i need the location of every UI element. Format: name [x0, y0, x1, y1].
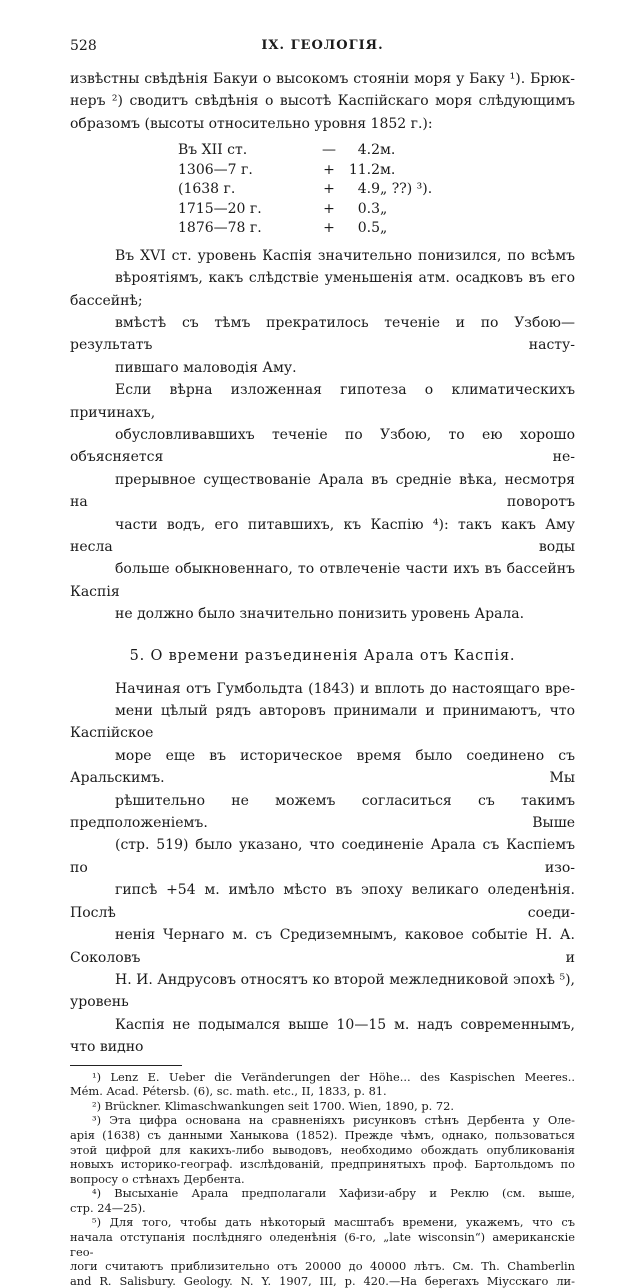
- footnote-line: этой цифрой для какихъ-либо выводовъ, необходимо обождать опубликованія: [70, 1142, 575, 1157]
- period-cell: 1715—20 г.: [178, 200, 262, 217]
- footnote-4: [70, 1186, 575, 1215]
- period-cell: 1876—78 г.: [178, 220, 262, 237]
- paragraph-xvi-century: [70, 245, 575, 379]
- period-cell: Въ XII ст.: [178, 142, 248, 159]
- sign-cell: +: [323, 220, 335, 237]
- text-line: ненія Чернаго м. съ Средиземнымъ, каковое событіе Н. А. Соколовъ и: [70, 927, 575, 966]
- text-line: вѣроятіямъ, какъ слѣдствіе уменьшенія атм. осадковъ въ его бассейнѣ;: [70, 270, 575, 309]
- footnote-line: Mém. Acad. Pétersb. (6), sc. math. etc., II, 1833, p. 81.: [70, 1084, 387, 1099]
- running-title: IX. ГЕОЛОГІЯ.: [261, 38, 384, 53]
- text-line: Начиная отъ Гумбольдта (1843) и вплоть до настоящаго вре-: [115, 680, 575, 697]
- footnote-line: ⁵) Для того, чтобы дать нѣкоторый масштабъ времени, укажемъ, что съ: [92, 1215, 575, 1230]
- table-row: [178, 219, 432, 239]
- text-line: Въ XVI ст. уровень Каспія значительно понизился, по всѣмъ: [115, 247, 575, 264]
- table-row: [178, 200, 432, 220]
- value-cell: 0.5: [357, 220, 380, 237]
- intro-paragraph: [70, 68, 575, 135]
- footnote-line: новыхъ историко-географ. изслѣдованій, предпринятыхъ проф. Бартольдомъ по: [70, 1157, 575, 1172]
- table-row: [178, 161, 432, 181]
- unit-cell: „ ??) ³).: [380, 181, 433, 198]
- footnote-divider: [70, 1065, 182, 1066]
- text-line: гипсѣ +54 м. имѣло мѣсто въ эпоху великаго оледенѣнія. Послѣ соеди-: [70, 882, 575, 921]
- period-cell: (1638 г.: [178, 181, 236, 198]
- text-line: (стр. 519) было указано, что соединеніе Арала съ Каспіемъ по изо-: [70, 837, 575, 876]
- text-line: пившаго маловодія Аму.: [115, 359, 297, 376]
- page-header: [70, 38, 575, 58]
- page-body: [70, 68, 575, 1288]
- footnote-line: ³) Эта цифра основана на сравненіяхъ рисунковъ стѣнъ Дербента у Оле-: [92, 1113, 575, 1128]
- text-line: больше обыкновеннаго, то отвлеченіе части ихъ въ бассейнъ Каспія: [70, 561, 575, 600]
- footnote-line: арія (1638) съ данными Ханыкова (1852). Прежде чѣмъ, однако, пользоваться: [70, 1127, 575, 1142]
- footnote-line: ⁴) Высыханіе Арала предполагали Хафизи-абру и Реклю (см. выше,: [92, 1186, 575, 1201]
- text-line: не должно было значительно понизить уровень Арала.: [115, 606, 525, 623]
- footnote-3: [70, 1113, 575, 1186]
- text-line: мени цѣлый рядъ авторовъ принимали и принимаютъ, что Каспійское: [70, 703, 575, 742]
- table-row: [178, 141, 432, 161]
- text-line: прерывное существованіе Арала въ средніе вѣка, несмотря на поворотъ: [70, 471, 575, 511]
- unit-cell: м.: [380, 161, 396, 178]
- text-line: море еще въ историческое время было соединено съ Аральскимъ. Мы: [70, 747, 575, 787]
- text-line: извѣстны свѣдѣнія Бакуи о высокомъ стояніи моря у Баку ¹). Брюк-: [70, 71, 575, 87]
- text-line: вмѣстѣ съ тѣмъ прекратилось теченіе и по Узбою—результатъ насту-: [70, 314, 575, 354]
- paragraph-separation: [70, 678, 575, 1059]
- value-cell: 11.2: [348, 161, 380, 178]
- text-line: рѣшительно не можемъ согласиться съ такимъ предположеніемъ. Выше: [70, 792, 575, 832]
- table-row: [178, 180, 432, 200]
- footnote-5: [70, 1215, 575, 1288]
- sign-cell: +: [323, 200, 335, 217]
- footnote-line: ¹) Lenz E. Ueber die Veränderungen der Höhe... des Kaspischen Meeres..: [92, 1069, 575, 1084]
- text-line: Н. И. Андрусовъ относятъ ко второй межледниковой эпохѣ ⁵), уровень: [70, 971, 575, 1011]
- footnote-1: [70, 1070, 575, 1099]
- footnote-line: логи считаютъ приблизительно отъ 20000 до 40000 лѣтъ. См. Th. Chamberlin: [70, 1259, 575, 1274]
- paragraph-hypothesis: [70, 379, 575, 625]
- period-cell: 1306—7 г.: [178, 161, 253, 178]
- sign-cell: —: [322, 142, 336, 159]
- footnote-line: начала отступанія послѣдняго оледенѣнія (6-го, „late wisconsin“) американскіе гео-: [70, 1230, 575, 1259]
- sign-cell: +: [323, 181, 335, 198]
- footnote-2: [70, 1099, 575, 1114]
- text-line: Если вѣрна изложенная гипотеза о климатическихъ причинахъ,: [70, 382, 575, 421]
- text-line: Каспія не подымался выше 10—15 м. надъ современнымъ, что видно: [70, 1016, 575, 1056]
- text-line: образомъ (высоты относительно уровня 1852 г.):: [70, 115, 433, 132]
- footnote-line: and R. Salisbury. Geology. N. Y. 1907, III, p. 420.—На берегахъ Міусскаго ли-: [70, 1273, 575, 1288]
- footnote-line: ²) Brückner. Klimaschwankungen seit 1700. Wien, 1890, p. 72.: [92, 1098, 454, 1113]
- text-line: неръ ²) сводитъ свѣдѣнія о высотѣ Каспійскаго моря слѣдующимъ: [70, 93, 575, 110]
- sea-level-table: [178, 141, 432, 239]
- value-cell: 4.9: [357, 181, 380, 198]
- page-number: 528: [70, 38, 97, 54]
- value-cell: 4.2: [357, 142, 380, 159]
- unit-cell: м.: [380, 142, 396, 159]
- unit-cell: „: [380, 220, 388, 237]
- text-line: части водъ, его питавшихъ, къ Каспію ⁴): такъ какъ Аму несла воды: [70, 516, 575, 555]
- value-cell: 0.3: [357, 200, 380, 217]
- footnotes: [70, 1070, 575, 1288]
- sign-cell: +: [323, 161, 335, 178]
- footnote-line: вопросу о стѣнахъ Дербента.: [70, 1171, 245, 1186]
- footnote-line: стр. 24—25).: [70, 1200, 146, 1215]
- unit-cell: „: [380, 200, 388, 217]
- text-line: обусловливавшихъ теченіе по Узбою, то ею хорошо объясняется не-: [70, 426, 575, 466]
- section-heading: 5. О времени разъединенія Арала отъ Каспія.: [129, 647, 516, 664]
